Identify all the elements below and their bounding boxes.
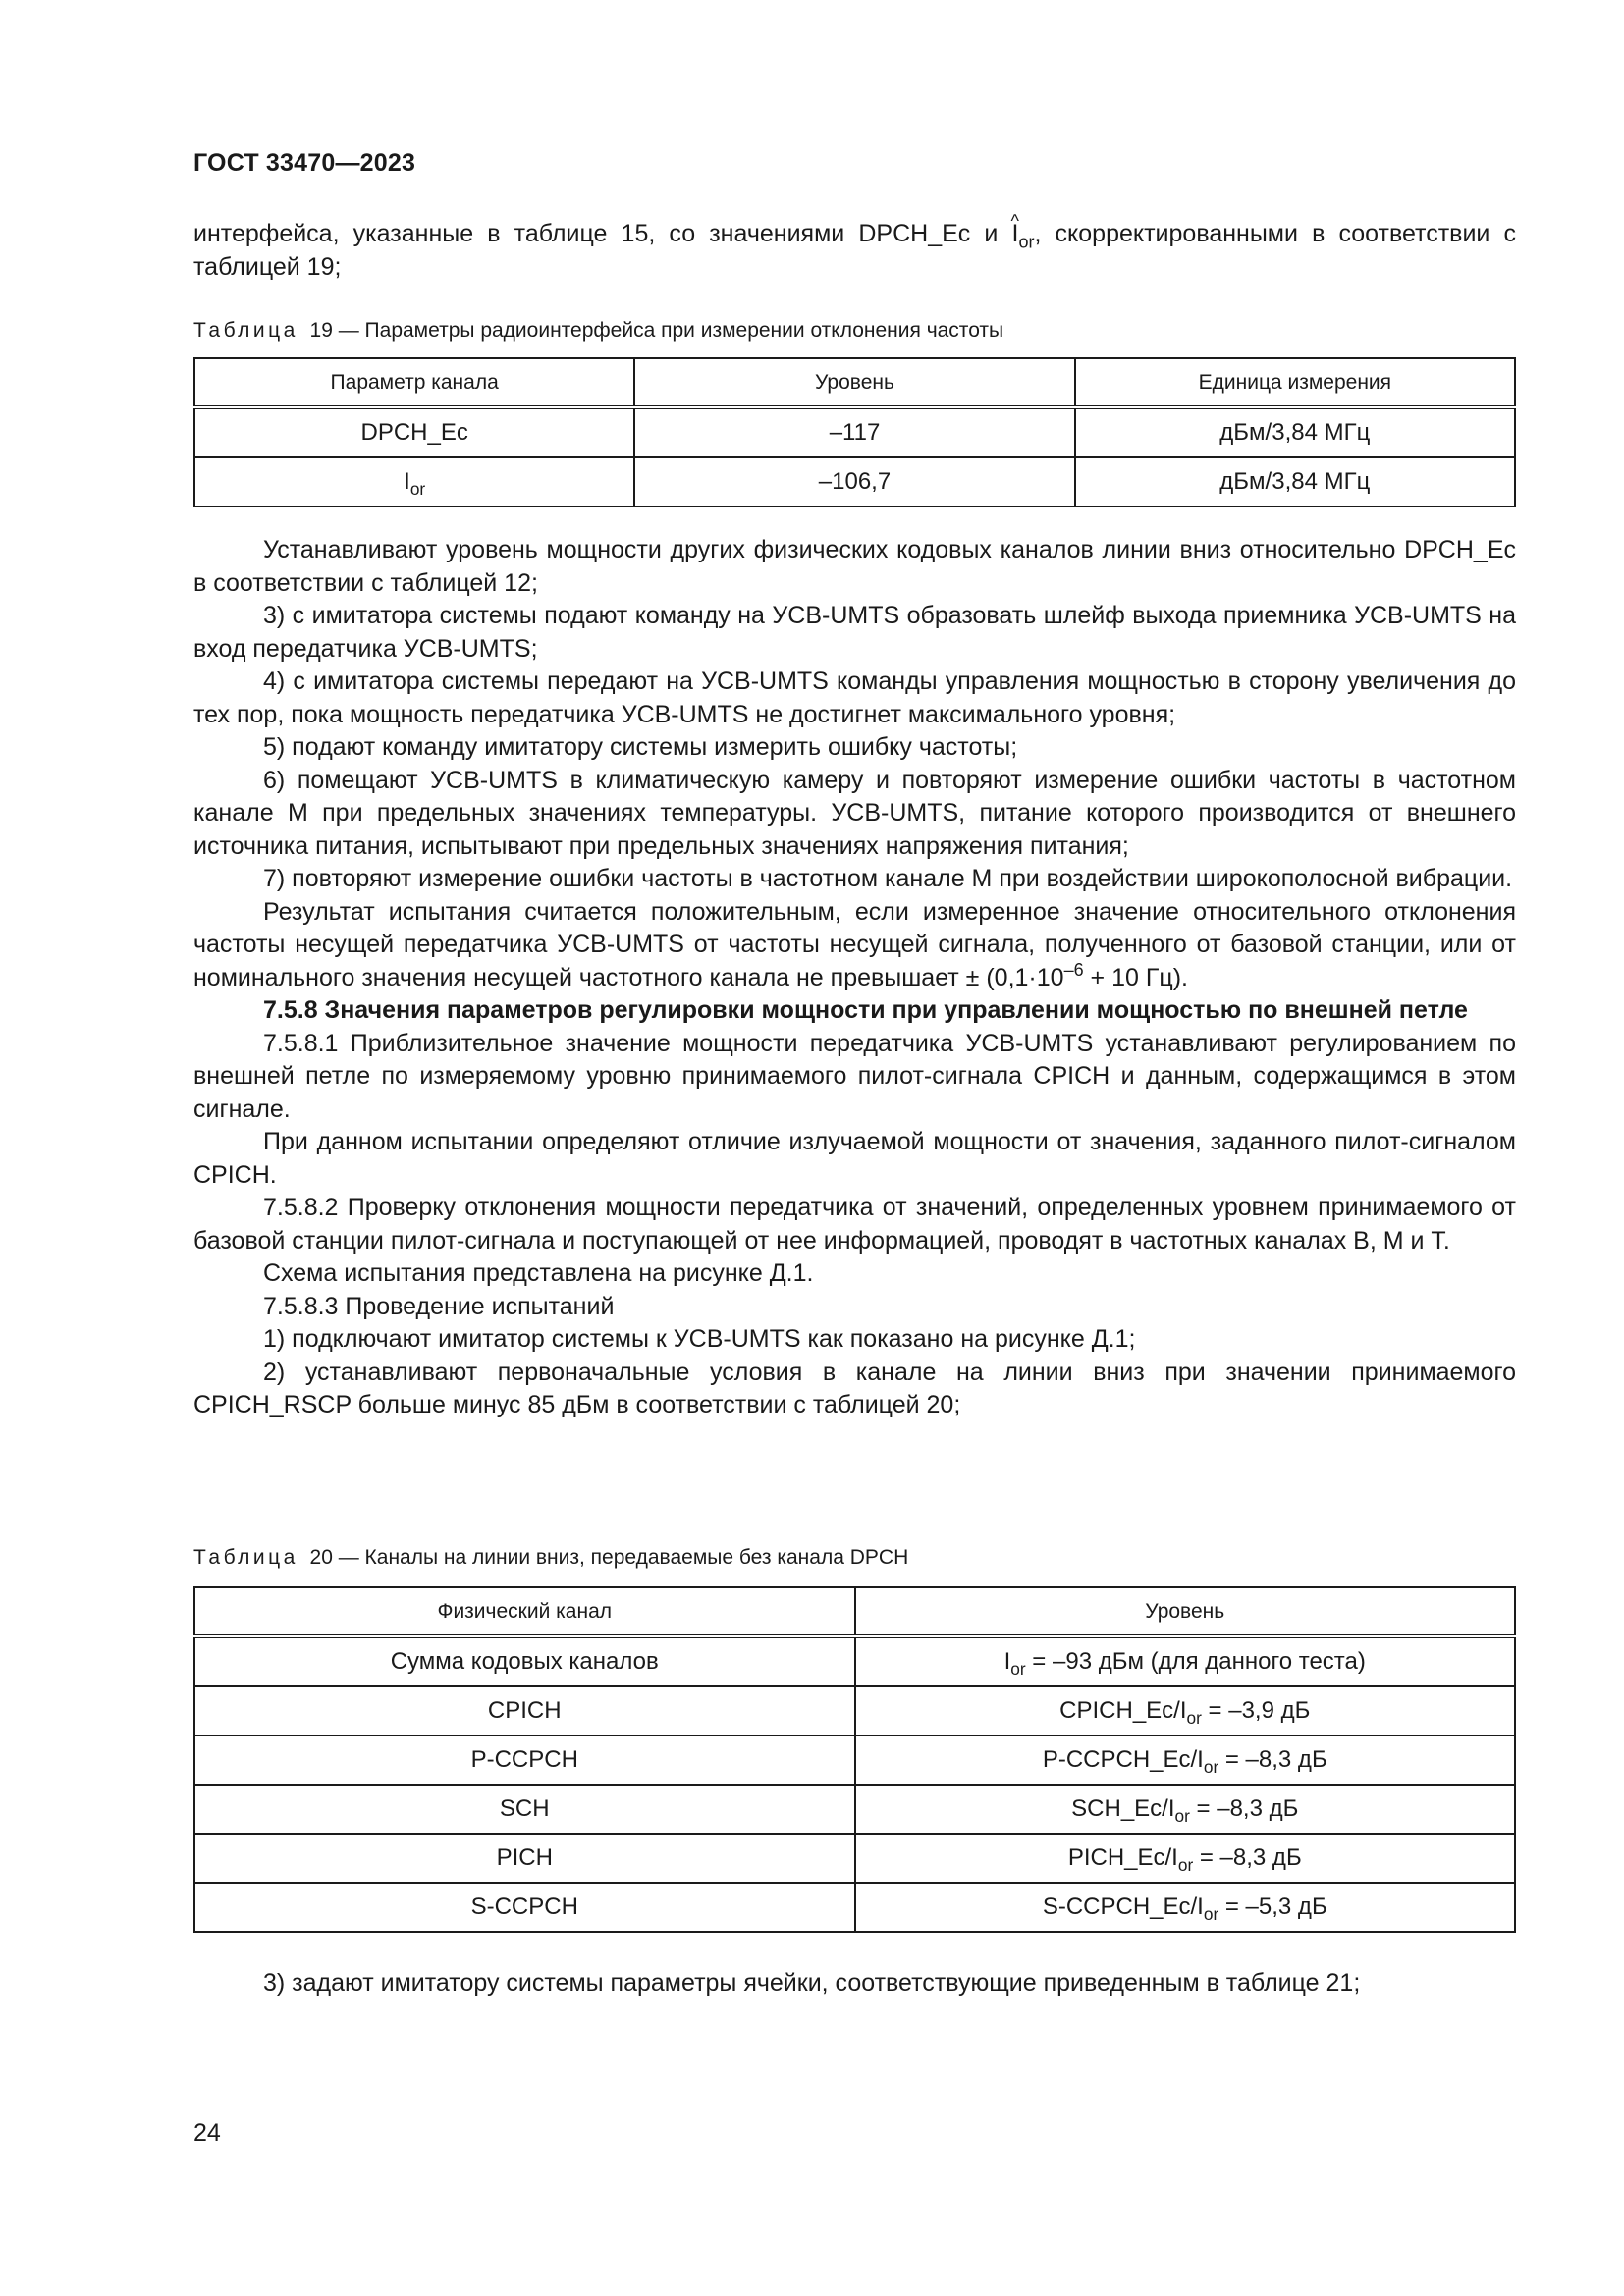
table-cell: P-CCPCH	[194, 1735, 855, 1785]
list-item: 4) с имитатора системы передают на УСВ-UMTS команды управления мощностью в сторону увеличения до тех пор, пока мощность передатчика УСВ-UMTS не достигнет максимального уровня;	[193, 667, 1516, 728]
table-cell: –117	[634, 407, 1074, 457]
main-body	[193, 534, 1516, 1422]
list-item: 1) подключают имитатор системы к УСВ-UMTS как показано на рисунке Д.1;	[263, 1325, 1136, 1353]
table-row	[194, 457, 1515, 507]
table-header-cell: Физический канал	[194, 1587, 855, 1636]
table-cell: $CPICH\_Ec/I_{or} = -3,9$ дБ	[855, 1686, 1516, 1735]
table-row	[194, 407, 1515, 457]
table-cell: $P-CCPCH\_Ec/I_{or} = -8,3$ дБ	[855, 1735, 1516, 1785]
list-item: 2) устанавливают первоначальные условия в канале на линии вниз при значении принимаемого CPICH_RSCP больше минус 85 дБм в соответствии с таблицей 20;	[193, 1358, 1516, 1418]
list-item: 7) повторяют измерение ошибки частоты в частотном канале М при воздействии широкополосной вибрации.	[263, 865, 1513, 892]
table-row	[194, 1636, 1515, 1686]
document-header: ГОСТ 33470—2023	[193, 149, 416, 177]
table-cell: DPCH_Ec	[194, 407, 634, 457]
table19-caption: Таблица 19 — Параметры радиоинтерфейса при измерении отклонения частоты	[193, 319, 1004, 342]
table-header-cell: Единица измерения	[1075, 358, 1515, 407]
list-item: 6) помещают УСВ-UMTS в климатическую камеру и повторяют измерение ошибки частоты в частотном канале М при предельных значениях температуры. УСВ-UMTS, питание которого производится от внешнего источника питания, испытывают при предельных значениях напряжения питания;	[193, 766, 1516, 860]
table19	[193, 357, 1516, 507]
table-cell: S-CCPCH	[194, 1883, 855, 1932]
table20-caption: Таблица 20 — Каналы на линии вниз, передаваемые без канала DPCH	[193, 1546, 909, 1569]
table-cell: PICH	[194, 1834, 855, 1883]
section-heading: 7.5.8 Значения параметров регулировки мощности при управлении мощностью по внешней петле	[263, 996, 1468, 1024]
table-row	[194, 1883, 1515, 1932]
page-number: 24	[193, 2119, 221, 2147]
paragraph: При данном испытании определяют отличие излучаемой мощности от значения, заданного пилот-сигналом CPICH.	[193, 1128, 1516, 1189]
table-cell: $I_{or} = -93$ дБм (для данного теста)	[855, 1636, 1516, 1686]
table-cell: $PICH\_Ec/I_{or} = -8,3$ дБ	[855, 1834, 1516, 1883]
table-header-cell: Уровень	[634, 358, 1074, 407]
table-cell: $I_{or}$	[194, 457, 634, 507]
closing-list-item: 3) задают имитатору системы параметры ячейки, соответствующие приведенным в таблице 21;	[263, 1969, 1361, 1997]
intro-paragraph: интерфейса, указанные в таблице 15, со значениями DPCH_Ec и ^ $I_{or}$, скорректированными в соответствии с таблицей 19;	[193, 218, 1516, 284]
table-cell: $S-CCPCH\_Ec/I_{or} = -5,3$ дБ	[855, 1883, 1516, 1932]
result-paragraph: Результат испытания считается положительным, если измеренное значение относительного отклонения частоты несущей передатчика УСВ-UMTS от частоты несущей сигнала, полученного от базовой станции, или от номинального значения несущей частотного канала не превышает ± ($0,1\cdot 10^{-6} + 10$ Гц).	[193, 897, 1516, 991]
paragraph: 7.5.8.3 Проведение испытаний	[263, 1292, 615, 1320]
paragraph: Устанавливают уровень мощности других физических кодовых каналов линии вниз относительно DPCH_Ec в соответствии с таблицей 12;	[193, 536, 1516, 597]
table-cell: CPICH	[194, 1686, 855, 1735]
table-header-row	[194, 358, 1515, 407]
table-cell: –106,7	[634, 457, 1074, 507]
table20	[193, 1586, 1516, 1933]
table-row	[194, 1834, 1515, 1883]
table-cell: Сумма кодовых каналов	[194, 1636, 855, 1686]
ior-hat-symbol: ^ I	[1012, 218, 1019, 251]
table-cell: дБм/3,84 МГц	[1075, 457, 1515, 507]
table-row	[194, 1735, 1515, 1785]
table-header-cell: Уровень	[855, 1587, 1516, 1636]
table-cell: $SCH\_Ec/I_{or} = -8,3$ дБ	[855, 1785, 1516, 1834]
paragraph: 7.5.8.2 Проверку отклонения мощности передатчика от значений, определенных уровнем принимаемого от базовой станции пилот-сигнала и поступающей от нее информацией, проводят в частотных каналах B, M и T.	[193, 1194, 1516, 1255]
table-row	[194, 1785, 1515, 1834]
paragraph: 7.5.8.1 Приблизительное значение мощности передатчика УСВ-UMTS устанавливают регулированием по внешней петле по измеряемому уровню принимаемого пилот-сигнала CPICH и данным, содержащимся в этом сигнале.	[193, 1029, 1516, 1123]
table-header-cell: Параметр канала	[194, 358, 634, 407]
table-row	[194, 1686, 1515, 1735]
paragraph: Схема испытания представлена на рисунке Д.1.	[263, 1259, 814, 1287]
table-header-row	[194, 1587, 1515, 1636]
list-item: 3) с имитатора системы подают команду на УСВ-UMTS образовать шлейф выхода приемника УСВ-UMTS на вход передатчика УСВ-UMTS;	[193, 602, 1516, 663]
list-item: 5) подают команду имитатору системы измерить ошибку частоты;	[263, 733, 1018, 761]
table-cell: SCH	[194, 1785, 855, 1834]
table-cell: дБм/3,84 МГц	[1075, 407, 1515, 457]
